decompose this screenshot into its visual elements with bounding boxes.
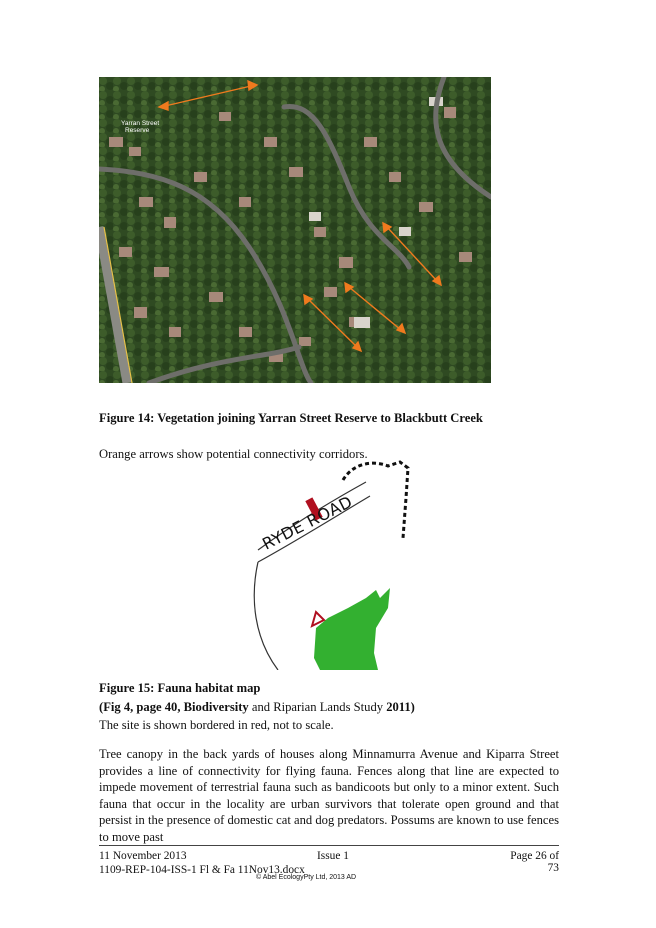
reserve-label-line1: Yarran Street (121, 120, 160, 127)
reserve-label-line2: Reserve (125, 127, 150, 134)
figure-15-source (99, 700, 415, 715)
figure-14-caption: Figure 14: Vegetation joining Yarran Street Reserve to Blackbutt Creek (99, 411, 483, 425)
footer-copyright: © Abel EcologyPty Ltd, 2013 AD (256, 874, 357, 881)
footer-date: 11 November 2013 (99, 850, 187, 862)
source-middle: and Riparian Lands Study (248, 700, 387, 714)
footer-page-number: Page 26 of 73 (510, 850, 559, 874)
footer-divider (99, 845, 559, 846)
source-suffix: 2011) (386, 700, 415, 714)
footer-issue: Issue 1 (317, 850, 349, 862)
scale-note: The site is shown bordered in red, not to scale. (99, 718, 334, 732)
arrows-note: Orange arrows show potential connectivity corridors. (99, 447, 368, 461)
aerial-photo (99, 77, 491, 383)
road-label: RYDE ROAD (259, 491, 356, 554)
figure-15-caption: Figure 15: Fauna habitat map (99, 681, 261, 695)
source-prefix: (Fig 4, page 40, Biodiversity (99, 700, 249, 714)
body-paragraph: Tree canopy in the back yards of houses along Minnamurra Avenue and Kiparra Street provides a line of connectivity for flying fauna. Fences along that line are expected to impede movement of terrestrial fauna such as bandicoots but only to a minor extent. Such fauna that occur in the locality are urban survivors that tolerate open ground and that persist in the presence of domestic cat and dog predators. Possums are known to use fences to move past (99, 747, 559, 844)
habitat-area (314, 588, 390, 670)
footer-filename: 1109-REP-104-ISS-1 Fl & Fa 11Nov13.docx (99, 864, 305, 876)
fauna-habitat-map (248, 458, 410, 670)
